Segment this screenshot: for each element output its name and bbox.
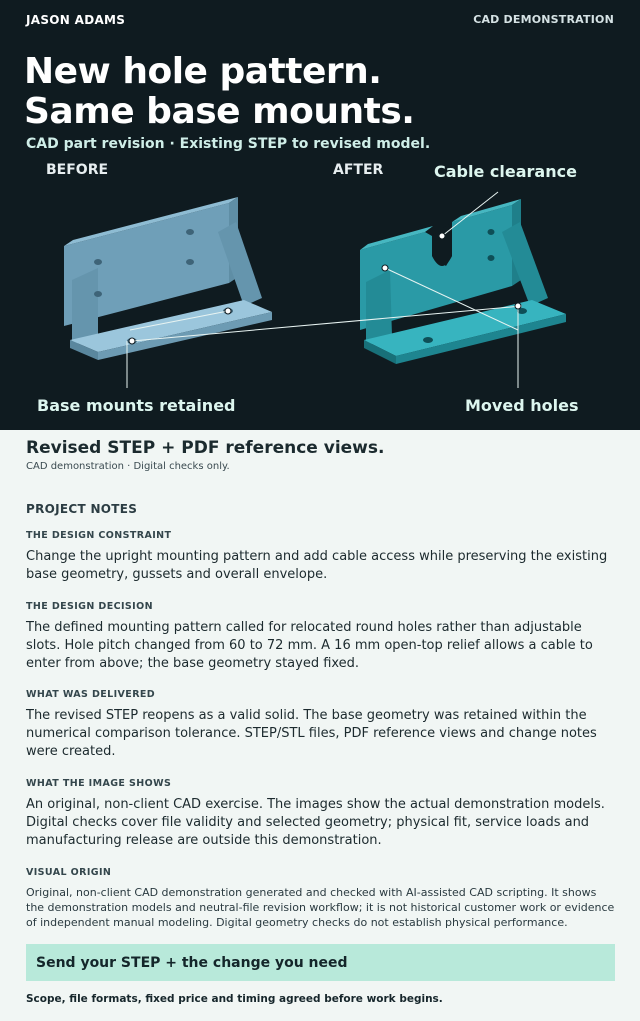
- before-left-gusset: [72, 268, 98, 346]
- note-text: Change the upright mounting pattern and add cable access while preserving the existing base geometry, gussets and overall envelope.: [26, 549, 608, 582]
- note-text: The defined mounting pattern called for relocated round holes rather than adjustable slots. Hole pitch changed from 60 to 72 mm. A 16 mm open-top relief allows a cable to enter from above; the base geometry stayed fixed.: [26, 620, 593, 671]
- header-tagline: CAD DEMONSTRATION: [473, 13, 614, 26]
- note-visual-origin: [26, 867, 616, 930]
- note-label: WHAT WAS DELIVERED: [26, 689, 156, 700]
- page-headline: [24, 52, 414, 132]
- content-section: [0, 430, 640, 1021]
- note-text: The revised STEP reopens as a valid solid. The base geometry was retained within the numerical comparison tolerance. STEP/STL files, PDF reference views and change notes were created.: [26, 708, 597, 759]
- after-cable-notch: [432, 222, 452, 266]
- section-subtitle: CAD demonstration · Digital checks only.: [26, 461, 230, 472]
- cta-label: Send your STEP + the change you need: [36, 954, 348, 971]
- after-bracket: [360, 199, 566, 364]
- note-text: Original, non-client CAD demonstration generated and checked with AI-assisted CAD scripting. It shows the demonstration models and neutral-file revision workflow; it is not historical customer work or evidence of independent manual modeling. Digital geometry checks do not establish physical performance.: [26, 886, 615, 929]
- note-text: An original, non-client CAD exercise. The images show the actual demonstration models. Digital checks cover file validity and selected geometry; physical fit, service loads and manufacturing release are outside this demonstration.: [26, 797, 605, 848]
- note-label: WHAT THE IMAGE SHOWS: [26, 778, 172, 789]
- hero-panel: [0, 0, 640, 430]
- before-label: BEFORE: [46, 162, 109, 178]
- note-what-was-delivered: [26, 689, 616, 761]
- note-design-decision: [26, 601, 616, 673]
- note-label: VISUAL ORIGIN: [26, 867, 112, 878]
- callout-moved-holes: Moved holes: [465, 396, 579, 415]
- brand-name: JASON ADAMS: [26, 13, 126, 27]
- note-design-constraint: [26, 530, 616, 584]
- note-label: THE DESIGN DECISION: [26, 601, 153, 612]
- page-subhead: CAD part revision · Existing STEP to revised model.: [26, 136, 431, 152]
- section-title: Revised STEP + PDF reference views.: [26, 438, 385, 458]
- before-bracket: [64, 197, 272, 360]
- top-bar: [26, 13, 614, 27]
- headline-line-1: New hole pattern.: [24, 51, 382, 92]
- callout-base-mounts: Base mounts retained: [37, 396, 236, 415]
- after-label: AFTER: [333, 162, 384, 178]
- project-notes-heading: PROJECT NOTES: [26, 502, 138, 516]
- callout-cable-clearance: Cable clearance: [434, 162, 577, 181]
- footnote: Scope, file formats, fixed price and timing agreed before work begins.: [26, 993, 443, 1005]
- note-label: THE DESIGN CONSTRAINT: [26, 530, 172, 541]
- send-step-cta-button[interactable]: [26, 944, 615, 981]
- headline-line-2: Same base mounts.: [24, 91, 415, 132]
- note-what-image-shows: [26, 778, 616, 850]
